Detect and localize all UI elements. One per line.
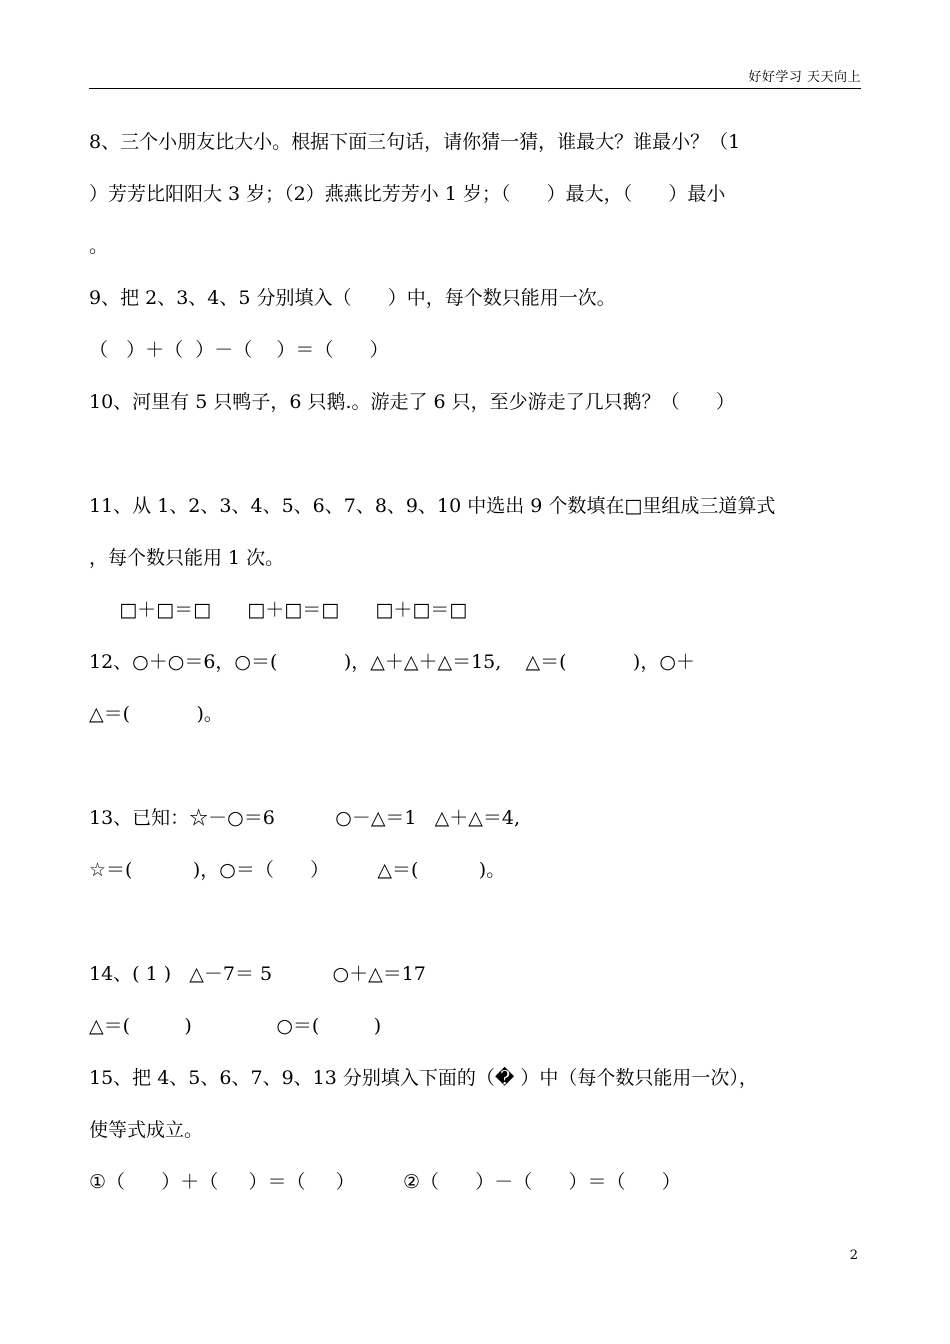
question-8-line-1: 8、三个小朋友比大小。根据下面三句话，请你猜一猜，谁最大？谁最小？（1	[89, 131, 741, 153]
question-13-line-2: ☆＝( )，○＝（ ） △＝( )。	[89, 859, 506, 881]
page-header: 好好学习 天天向上	[748, 70, 861, 85]
question-11-line-2: ，每个数只能用 1 次。	[89, 547, 285, 569]
question-8-line-2: ）芳芳比阳阳大 3 岁；（2）燕燕比芳芳小 1 岁；（ ）最大，（ ）最小	[89, 183, 726, 205]
question-11-line-1: 11、从 1、2、3、4、5、6、7、8、9、10 中选出 9 个数填在□里组成三道算式	[89, 495, 776, 517]
question-14-line-2: △＝( ) ○＝( )	[89, 1015, 382, 1037]
question-8-line-3: 。	[89, 235, 109, 257]
question-13-line-1: 13、已知：☆－○＝6 ○－△＝1 △＋△＝4,	[89, 807, 520, 829]
header-rule	[89, 88, 861, 89]
question-15-equations: ①（ ）＋（ ）＝（ ） ②（ ）－（ ）＝（ ）	[89, 1171, 681, 1193]
question-11-equations: □＋□＝□ □＋□＝□ □＋□＝□	[89, 599, 468, 621]
page-number: 2	[849, 1248, 858, 1263]
question-14-line-1: 14、( 1 ) △－7＝ 5 ○＋△＝17	[89, 963, 426, 985]
question-9-text: 9、把 2、3、4、5 分别填入（ ）中，每个数只能用一次。	[89, 287, 616, 309]
question-12-line-1: 12、○＋○＝6，○＝( )，△＋△＋△＝15, △＝( )，○＋	[89, 651, 695, 673]
question-15-line-2: 使等式成立。	[89, 1119, 204, 1141]
question-10-text: 10、河里有 5 只鸭子，6 只鹅.。游走了 6 只，至少游走了几只鹅？（ ）	[89, 391, 735, 413]
question-12-line-2: △＝( )。	[89, 703, 223, 725]
question-9-equation: （ ）＋（ ）－（ ）＝（ ）	[89, 339, 389, 361]
question-15-line-1: 15、把 4、5、6、7、9、13 分别填入下面的（� ）中（每个数只能用一次），	[89, 1067, 758, 1089]
